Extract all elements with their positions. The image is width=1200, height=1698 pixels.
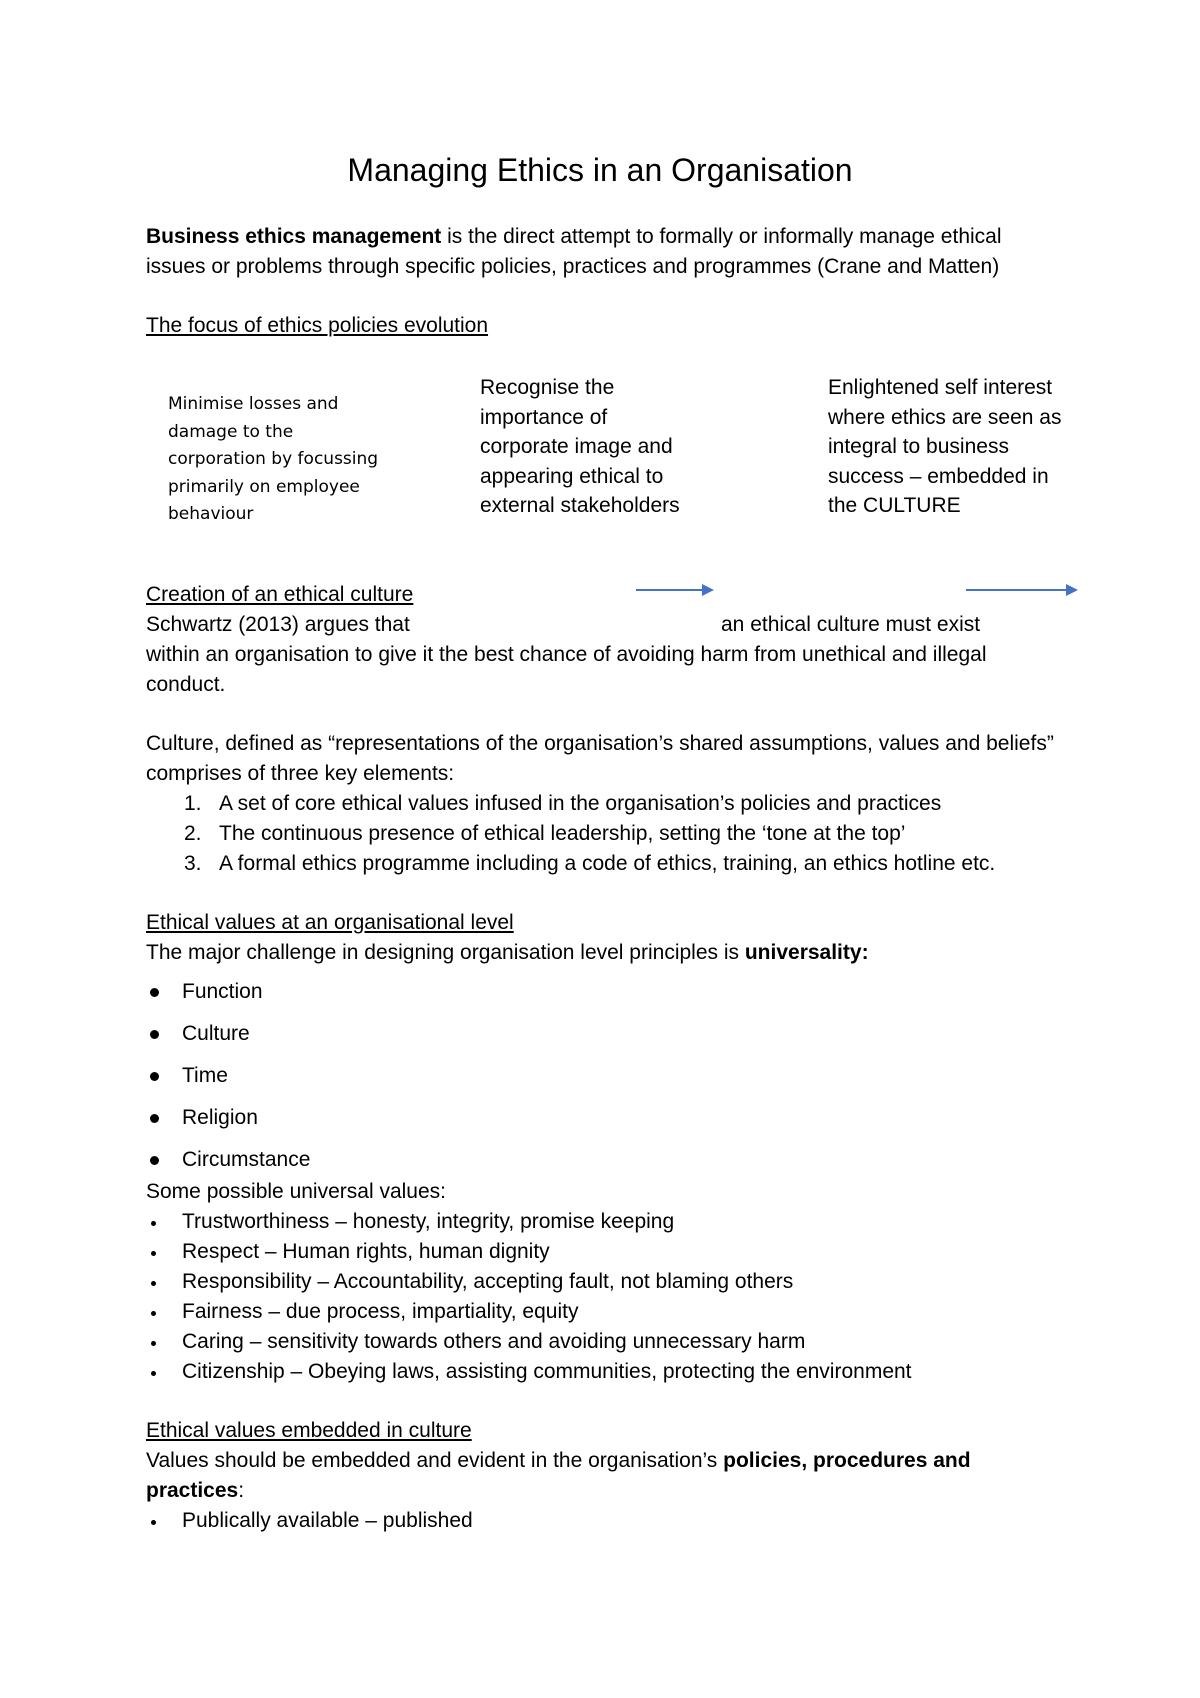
list-item: 3. A formal ethics programme including a code of ethics, training, an ethics hotline etc. — [184, 852, 996, 875]
bullet-icon — [151, 1520, 156, 1525]
schwartz-part-2: an ethical culture must exist — [721, 613, 981, 636]
embedded-paragraph: Values should be embedded and evident in the organisation’s policies, procedures and practices: — [146, 1449, 971, 1502]
evolution-stage-3: Enlightened self interest where ethics are seen as integral to business success – embedded in the CULTURE — [828, 376, 1062, 517]
focus-heading: The focus of ethics policies evolution — [146, 314, 489, 337]
embedded-list — [146, 1506, 1106, 1536]
embedded-heading: Ethical values embedded in culture — [146, 1419, 472, 1442]
list-item: Time — [146, 1061, 1046, 1103]
definition-term: Business ethics management — [146, 225, 442, 248]
list-item: Fairness – due process, impartiality, equity — [146, 1297, 1106, 1327]
bullet-icon — [150, 988, 159, 997]
evolution-stage-2: Recognise the importance of corporate image and appearing ethical to external stakeholders — [480, 376, 680, 517]
culture-heading: Creation of an ethical culture — [146, 583, 414, 606]
bullet-icon — [151, 1371, 156, 1376]
definition-paragraph — [146, 222, 1066, 282]
universality-list — [146, 977, 1046, 1187]
org-level-heading: Ethical values at an organisational level — [146, 911, 514, 934]
bullet-icon — [151, 1281, 156, 1286]
bullet-icon — [150, 1156, 159, 1165]
schwartz-part-1: Schwartz (2013) argues that — [146, 613, 410, 636]
culture-definition: Culture, defined as “representations of the organisation’s shared assumptions, values and beliefs” comprises of three key elements: — [146, 732, 1054, 785]
list-item: 1. A set of core ethical values infused in the organisation’s policies and practices — [184, 792, 942, 815]
list-item: Publically available – published — [146, 1506, 1106, 1536]
universal-values-intro: Some possible universal values: — [146, 1180, 446, 1203]
schwartz-line-1 — [146, 610, 1066, 640]
list-item: Function — [146, 977, 1046, 1019]
list-item: Religion — [146, 1103, 1046, 1145]
universal-values-list — [146, 1207, 1106, 1387]
challenge-paragraph: The major challenge in designing organisation level principles is universality: — [146, 941, 869, 964]
bullet-icon — [150, 1072, 159, 1081]
list-item: Trustworthiness – honesty, integrity, promise keeping — [146, 1207, 1106, 1237]
evolution-stage-1: Minimise losses and damage to the corporation by focussing primarily on employee behaviour — [168, 394, 379, 524]
bullet-icon — [150, 1030, 159, 1039]
list-item: Respect – Human rights, human dignity — [146, 1237, 1106, 1267]
list-item: Caring – sensitivity towards others and avoiding unnecessary harm — [146, 1327, 1106, 1357]
list-item: Culture — [146, 1019, 1046, 1061]
definition-text: is the direct attempt to formally or informally manage ethical issues or problems through specific policies, practices and programmes (Crane and Matten) — [146, 225, 1002, 278]
bullet-icon — [151, 1341, 156, 1346]
bullet-icon — [150, 1114, 159, 1123]
list-item: Citizenship – Obeying laws, assisting communities, protecting the environment — [146, 1357, 1106, 1387]
bullet-icon — [151, 1311, 156, 1316]
list-item: 2. The continuous presence of ethical leadership, setting the ‘tone at the top’ — [184, 822, 906, 845]
key-elements-list — [146, 789, 1086, 879]
bullet-icon — [151, 1251, 156, 1256]
list-item: Circumstance — [146, 1145, 1046, 1187]
list-item: Responsibility – Accountability, accepting fault, not blaming others — [146, 1267, 1106, 1297]
page-title: Managing Ethics in an Organisation — [347, 152, 853, 188]
bullet-icon — [151, 1221, 156, 1226]
schwartz-rest: within an organisation to give it the best chance of avoiding harm from unethical and illegal conduct. — [146, 643, 987, 696]
